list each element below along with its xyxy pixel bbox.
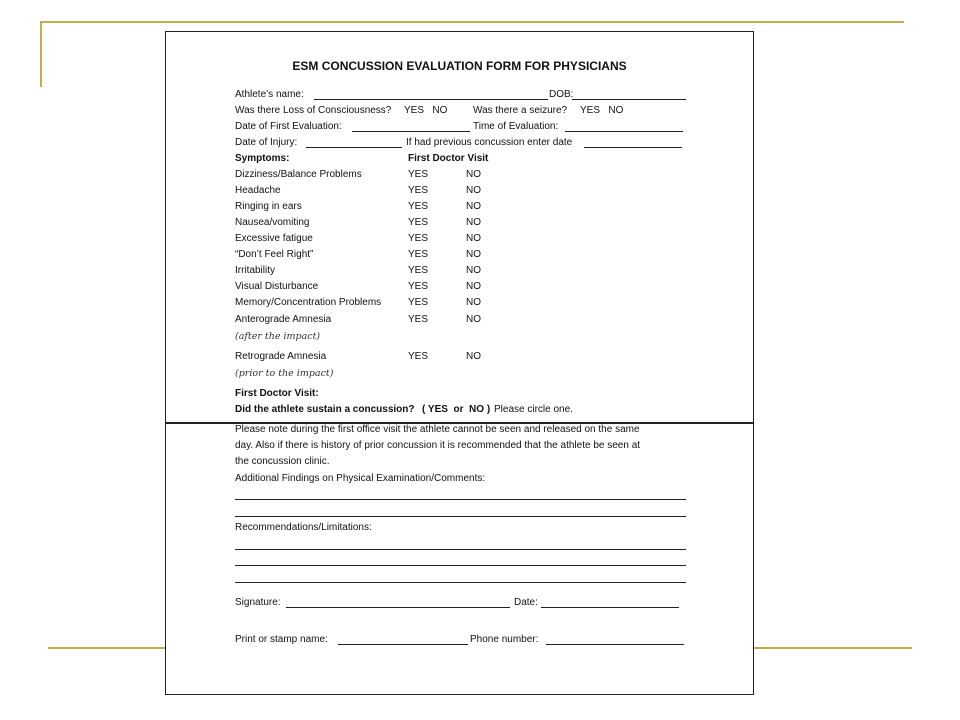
date-label: Date:: [514, 597, 538, 608]
concussion-question: Did the athlete sustain a concussion?: [235, 404, 415, 415]
recommendations-line[interactable]: [235, 549, 686, 550]
findings-line[interactable]: [235, 499, 686, 500]
phone-label: Phone number:: [470, 634, 539, 645]
symptom-label: Visual Disturbance: [235, 281, 319, 292]
loc-options[interactable]: YES NO: [404, 105, 448, 116]
retrograde-note: (prior to the impact): [235, 368, 334, 379]
print-name-label: Print or stamp name:: [235, 634, 328, 645]
symptom-no[interactable]: NO: [466, 233, 481, 244]
findings-label: Additional Findings on Physical Examination/Comments:: [235, 473, 486, 484]
symptom-label: Headache: [235, 185, 281, 196]
symptom-yes[interactable]: YES: [408, 233, 429, 244]
symptom-no[interactable]: NO: [466, 314, 481, 325]
symptom-label: Ringing in ears: [235, 201, 302, 212]
date-field[interactable]: [541, 607, 679, 608]
symptom-no[interactable]: NO: [466, 185, 481, 196]
dob-label: DOB:: [549, 89, 574, 100]
symptom-yes[interactable]: YES: [408, 281, 429, 292]
signature-field[interactable]: [286, 607, 510, 608]
symptom-yes[interactable]: YES: [408, 351, 429, 362]
injury-date-label: Date of Injury:: [235, 137, 298, 148]
symptom-yes[interactable]: YES: [408, 185, 429, 196]
symptom-label: Anterograde Amnesia: [235, 314, 332, 325]
symptom-yes[interactable]: YES: [408, 217, 429, 228]
symptoms-header: Symptoms:: [235, 153, 290, 164]
seizure-question: Was there a seizure?: [473, 105, 568, 116]
symptom-no[interactable]: NO: [466, 169, 481, 180]
symptom-label: “Don’t Feel Right”: [235, 249, 314, 260]
symptom-label: Nausea/vomiting: [235, 217, 310, 228]
symptom-no[interactable]: NO: [466, 217, 481, 228]
prev-concussion-field[interactable]: [584, 147, 682, 148]
recommendations-line[interactable]: [235, 582, 686, 583]
injury-date-field[interactable]: [306, 147, 402, 148]
recommendations-line[interactable]: [235, 565, 686, 566]
first-doctor-visit-header: First Doctor Visit: [408, 153, 489, 164]
symptom-label: Dizziness/Balance Problems: [235, 169, 362, 180]
decorative-left-line: [40, 21, 42, 87]
symptom-yes[interactable]: YES: [408, 265, 429, 276]
signature-label: Signature:: [235, 597, 281, 608]
symptom-no[interactable]: NO: [466, 297, 481, 308]
symptom-yes[interactable]: YES: [408, 249, 429, 260]
first-eval-label: Date of First Evaluation:: [235, 121, 342, 132]
decorative-top-line: [40, 21, 904, 23]
symptom-yes[interactable]: YES: [408, 297, 429, 308]
time-eval-label: Time of Evaluation:: [473, 121, 559, 132]
findings-line[interactable]: [235, 516, 686, 517]
symptom-no[interactable]: NO: [466, 265, 481, 276]
print-name-field[interactable]: [338, 644, 468, 645]
symptom-no[interactable]: NO: [466, 351, 481, 362]
symptom-no[interactable]: NO: [466, 281, 481, 292]
symptom-yes[interactable]: YES: [408, 314, 429, 325]
prev-concussion-label: If had previous concussion enter date: [406, 137, 573, 148]
symptom-label: Memory/Concentration Problems: [235, 297, 382, 308]
athlete-name-label: Athlete’s name:: [235, 89, 304, 100]
recommendations-label: Recommendations/Limitations:: [235, 522, 372, 533]
symptom-no[interactable]: NO: [466, 249, 481, 260]
dob-field[interactable]: [572, 99, 686, 100]
first-eval-field[interactable]: [352, 131, 470, 132]
concussion-options[interactable]: ( YES or NO ): [422, 404, 491, 415]
seizure-options[interactable]: YES NO: [580, 105, 624, 116]
note-line-1: Please note during the first office visit the athlete cannot be seen and released on the same: [235, 424, 640, 435]
symptom-label: Retrograde Amnesia: [235, 351, 327, 362]
symptom-no[interactable]: NO: [466, 201, 481, 212]
anterograde-note: (after the impact): [235, 331, 321, 342]
phone-field[interactable]: [546, 644, 684, 645]
concussion-form: [165, 31, 754, 695]
form-title: ESM CONCUSSION EVALUATION FORM FOR PHYSICIANS: [292, 59, 627, 73]
first-visit-label: First Doctor Visit:: [235, 388, 319, 399]
symptom-label: Excessive fatigue: [235, 233, 313, 244]
time-eval-field[interactable]: [565, 131, 683, 132]
symptom-yes[interactable]: YES: [408, 169, 429, 180]
loc-question: Was there Loss of Consciousness?: [235, 105, 392, 116]
note-line-3: the concussion clinic.: [235, 456, 330, 467]
symptom-yes[interactable]: YES: [408, 201, 429, 212]
athlete-name-field[interactable]: [314, 99, 548, 100]
symptom-label: Irritability: [235, 265, 276, 276]
circle-instruction: Please circle one.: [494, 404, 573, 415]
note-line-2: day. Also if there is history of prior concussion it is recommended that the athlete be seen at: [235, 440, 641, 451]
